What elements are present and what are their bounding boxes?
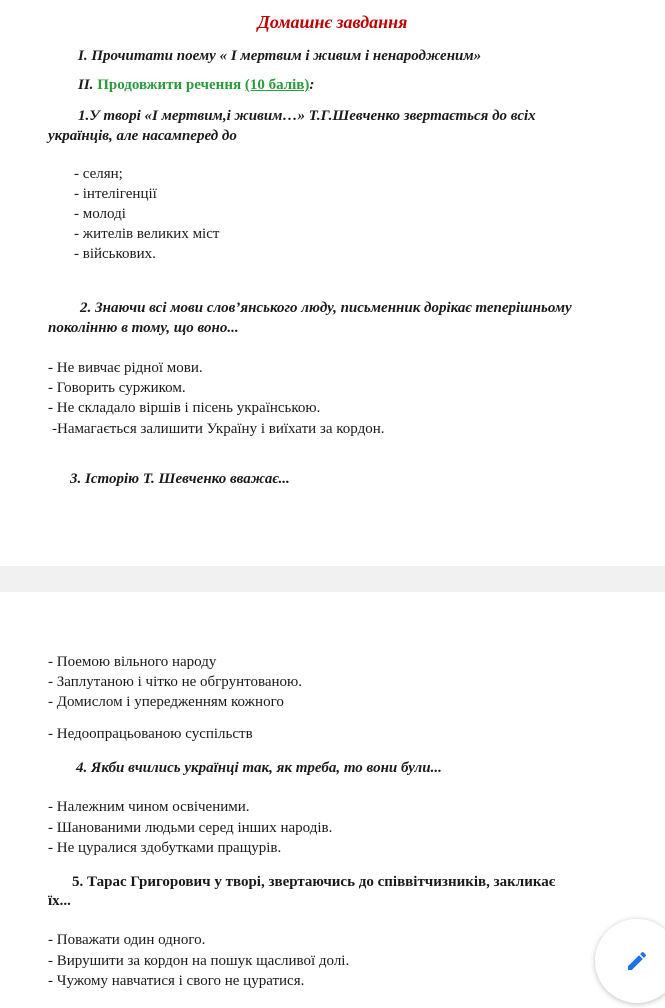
question-2-line-2: поколінню в тому, що воно...: [48, 320, 239, 336]
section-1-heading: [78, 48, 481, 65]
page-title: Домашнє завдання: [257, 12, 408, 32]
question-2-option: - Не вивчає рідної мови.: [48, 360, 203, 376]
question-3-line-1: 3. Історію Т. Шевченко вважає...: [70, 471, 290, 487]
question-1-option: - молоді: [74, 206, 126, 222]
section-1-numeral: I.: [78, 48, 88, 64]
section-2-points: (10 балів): [244, 77, 310, 93]
question-2-option: - Не складало віршів і пісень українською.: [48, 400, 321, 416]
question-3-option: - Недоопрацьованою суспільств: [48, 726, 253, 742]
question-2-option: - Говорить суржиком.: [48, 380, 186, 396]
question-2-option: -Намагається залишити Україну і виїхати за кордон.: [52, 421, 385, 437]
question-1-option: - жителів великих міст: [74, 226, 220, 242]
edit-button[interactable]: [595, 919, 665, 1003]
question-5-option: - Чужому навчатися і свого не цуратися.: [48, 973, 305, 989]
question-3-option: - Домислом і упередженням кожного: [48, 694, 284, 710]
document-page-2: [0, 592, 665, 1008]
pencil-icon: [625, 949, 649, 973]
section-2-numeral: II.: [78, 77, 94, 93]
question-4-line-1: 4. Якби вчились українці так, як треба, то вони були...: [76, 760, 442, 776]
question-5-line-2: їх...: [48, 893, 71, 909]
question-1-line-2: українців, але насамперед до: [48, 128, 237, 144]
section-1-text: Прочитати поему « І мертвим і живим і ненародженим»: [91, 48, 482, 64]
question-4-option: - Не цуралися здобутками пращурів.: [48, 840, 282, 856]
question-2-line-1: 2. Знаючи всі мови слов’янського люду, письменник дорікає теперішньому: [80, 300, 572, 316]
question-1-line-1: 1.У творі «І мертвим,і живим…» Т.Г.Шевченко звертається до всіх: [78, 108, 536, 124]
question-4-option: - Шанованими людьми серед інших народів.: [48, 820, 333, 836]
section-2-colon: :: [309, 77, 315, 93]
section-2-heading: [78, 77, 314, 94]
question-5-option: - Поважати один одного.: [48, 932, 206, 948]
section-2-text: Продовжити речення: [97, 77, 242, 93]
question-1-option: - військових.: [74, 246, 156, 262]
question-4-option: - Належним чином освіченими.: [48, 799, 250, 815]
question-1-option: - інтелігенції: [74, 186, 157, 202]
question-3-option: - Заплутаною і чітко не обгрунтованою.: [48, 674, 303, 690]
question-3-option: - Поемою вільного народу: [48, 654, 217, 670]
question-1-option: - селян;: [74, 166, 123, 182]
question-5-option: - Вирушити за кордон на пошук щасливої долі.: [48, 953, 350, 969]
question-5-line-1: 5. Тарас Григорович у творі, звертаючись до співвітчизників, закликає: [72, 874, 556, 890]
